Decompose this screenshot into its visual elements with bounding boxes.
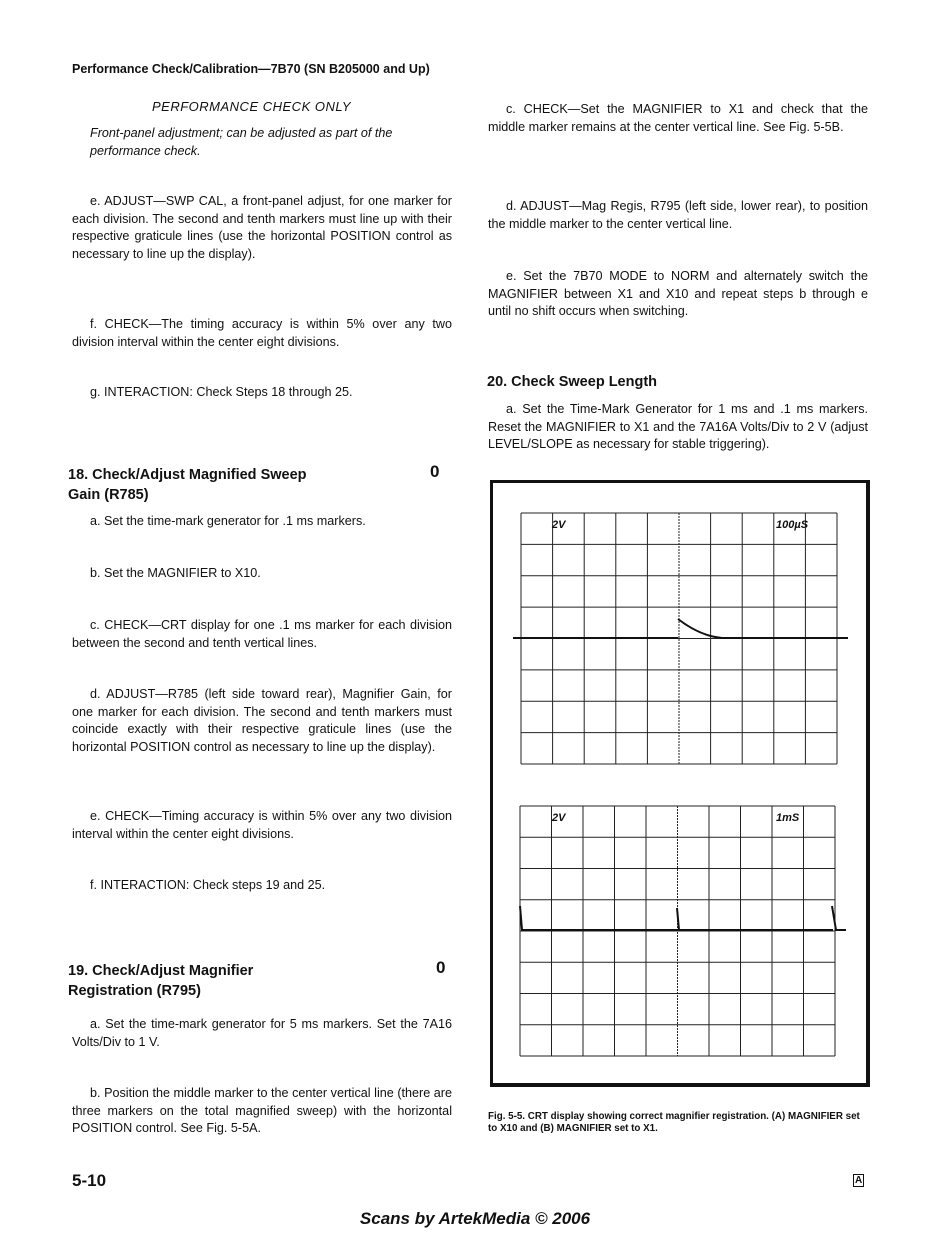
step-18a: a. Set the time-mark generator for .1 ms markers. <box>90 514 366 528</box>
volts-label-a: 2V <box>552 519 566 531</box>
section-19-title: 19. Check/Adjust Magnifier Registration (R795) <box>68 963 254 999</box>
step-18c: c. CHECK—CRT display for one .1 ms marker for each division between the second and tenth vertical lines. <box>72 618 452 650</box>
step-19c: c. CHECK—Set the MAGNIFIER to X1 and check that the middle marker remains at the center vertical line. See Fig. 5-5B. <box>488 102 868 134</box>
running-header: Performance Check/Calibration—7B70 (SN B205000 and Up) <box>72 62 430 76</box>
note-body: Front-panel adjustment; can be adjusted as part of the performance check. <box>90 126 393 158</box>
step-17g: g. INTERACTION: Check Steps 18 through 25. <box>90 385 353 399</box>
section-18-title: 18. Check/Adjust Magnified Sweep Gain (R785) <box>68 467 307 503</box>
time-label-a: 100µS <box>776 519 809 531</box>
step-20a: a. Set the Time-Mark Generator for 1 ms and .1 ms markers. Reset the MAGNIFIER to X1 and the 7A16A Volts/Div to 2 V (adjust LEVEL/SLOPE as necessary for stable triggering). <box>488 402 868 451</box>
step-19d: d. ADJUST—Mag Regis, R795 (left side, lower rear), to position the middle marker to the center vertical line. <box>488 199 868 231</box>
page-number: 5-10 <box>72 1171 107 1190</box>
figure-caption: Fig. 5-5. CRT display showing correct magnifier registration. (A) MAGNIFIER set to X10 and (B) MAGNIFIER set to X1. <box>488 1111 860 1134</box>
scan-credit: Scans by ArtekMedia © 2006 <box>359 1209 591 1228</box>
volts-label-b: 2V <box>552 812 566 824</box>
step-19b: b. Position the middle marker to the center vertical line (there are three markers on the total magnified sweep) with the horizontal POSITION control. See Fig. 5-5A. <box>72 1086 452 1135</box>
trace-a <box>513 619 848 638</box>
step-19e: e. Set the 7B70 MODE to NORM and alternately switch the MAGNIFIER between X1 and X10 and repeat steps b through e until no shift occurs when switching. <box>488 269 868 318</box>
step-17e: e. ADJUST—SWP CAL, a front-panel adjust, for one marker for each division. The second and tenth markers must line up with their respective graticule lines (use the horizontal POSITION control as necessary to line up the display). <box>72 194 452 261</box>
step-18d: d. ADJUST—R785 (left side toward rear), Magnifier Gain, for one marker for each division. The second and tenth markers must coincide exactly with their respective graticule lines (use the horizontal POSITION control as necessary to line up the display). <box>72 687 452 754</box>
step-17f: f. CHECK—The timing accuracy is within 5% over any two division interval within the center eight divisions. <box>72 317 452 349</box>
adjust-symbol-icon: 0 <box>436 958 446 977</box>
step-18b: b. Set the MAGNIFIER to X10. <box>90 566 261 580</box>
revision-badge: A <box>855 1175 863 1186</box>
trace-b <box>520 906 846 930</box>
step-19a: a. Set the time-mark generator for 5 ms markers. Set the 7A16 Volts/Div to 1 V. <box>72 1017 452 1049</box>
step-18f: f. INTERACTION: Check steps 19 and 25. <box>90 878 326 892</box>
step-18e: e. CHECK—Timing accuracy is within 5% over any two division interval within the center eight divisions. <box>72 809 452 841</box>
note-title: PERFORMANCE CHECK ONLY <box>152 99 352 114</box>
time-label-b: 1mS <box>776 812 800 824</box>
adjust-symbol-icon: 0 <box>430 462 440 481</box>
section-20-title: 20. Check Sweep Length <box>487 374 658 390</box>
